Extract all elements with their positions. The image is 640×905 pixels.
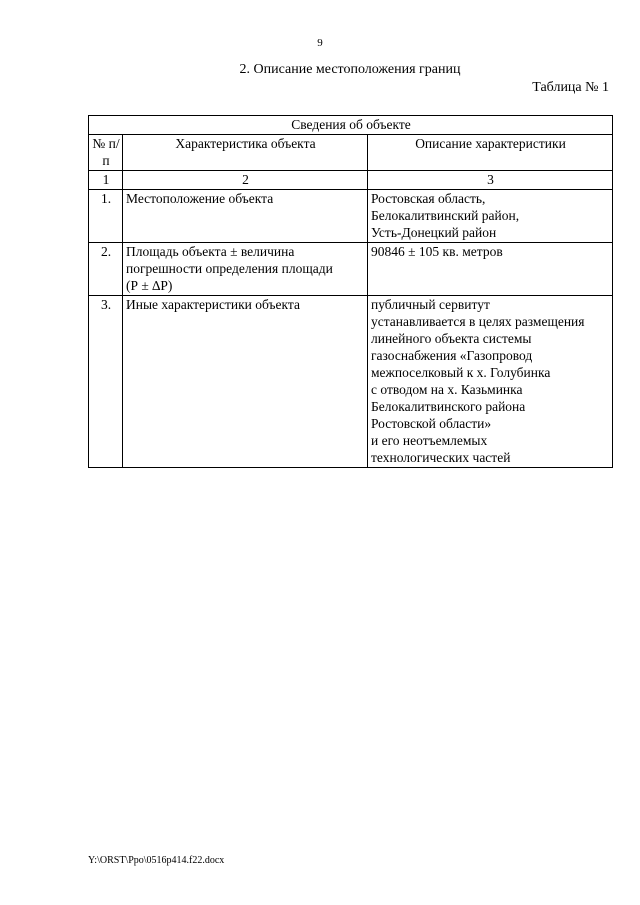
row-description	[368, 296, 613, 468]
table-index-row	[89, 171, 613, 190]
characteristic-line: погрешности определения площади	[126, 261, 333, 276]
object-info-table	[88, 115, 613, 468]
index-cell: 1	[89, 171, 123, 190]
description-line: публичный сервитут	[371, 297, 490, 312]
index-cell: 3	[368, 171, 613, 190]
description-line: с отводом на х. Казьминка	[371, 382, 523, 397]
description-line: Белокалитвинского района	[371, 399, 526, 414]
characteristic-line: (Р ± ∆Р)	[126, 278, 173, 293]
header-description: Описание характеристики	[368, 135, 613, 171]
table-row	[89, 190, 613, 243]
description-line: Белокалитвинский район,	[371, 208, 520, 223]
page-number: 9	[317, 37, 323, 49]
description-line: линейного объекта системы	[371, 331, 532, 346]
row-characteristic	[123, 243, 368, 296]
characteristic-line: Площадь объекта ± величина	[126, 244, 295, 259]
description-line: Усть-Донецкий район	[371, 225, 497, 240]
row-num: 1.	[89, 190, 123, 243]
description-line: 90846 ± 105 кв. метров	[371, 244, 503, 259]
description-line: устанавливается в целях размещения	[371, 314, 585, 329]
table-row	[89, 243, 613, 296]
row-characteristic: Иные характеристики объекта	[123, 296, 368, 468]
description-line: Ростовская область,	[371, 191, 486, 206]
header-num: № п/п	[89, 135, 123, 171]
description-line: и его неотъемлемых	[371, 433, 488, 448]
header-characteristic: Характеристика объекта	[123, 135, 368, 171]
footer-file-path: Y:\ORST\Ppo\0516p414.f22.docx	[88, 855, 225, 866]
row-num: 3.	[89, 296, 123, 468]
section-title: 2. Описание местоположения границ	[239, 62, 461, 77]
row-description	[368, 243, 613, 296]
table-title: Сведения об объекте	[89, 116, 613, 135]
description-line: Ростовской области»	[371, 416, 492, 431]
description-line: межпоселковый к х. Голубинка	[371, 365, 551, 380]
row-num: 2.	[89, 243, 123, 296]
row-description	[368, 190, 613, 243]
table-row	[89, 296, 613, 468]
table-label: Таблица № 1	[532, 80, 609, 95]
table-title-row	[89, 116, 613, 135]
row-characteristic: Местоположение объекта	[123, 190, 368, 243]
index-cell: 2	[123, 171, 368, 190]
description-line: технологических частей	[371, 450, 511, 465]
table-header-row	[89, 135, 613, 171]
description-line: газоснабжения «Газопровод	[371, 348, 533, 363]
